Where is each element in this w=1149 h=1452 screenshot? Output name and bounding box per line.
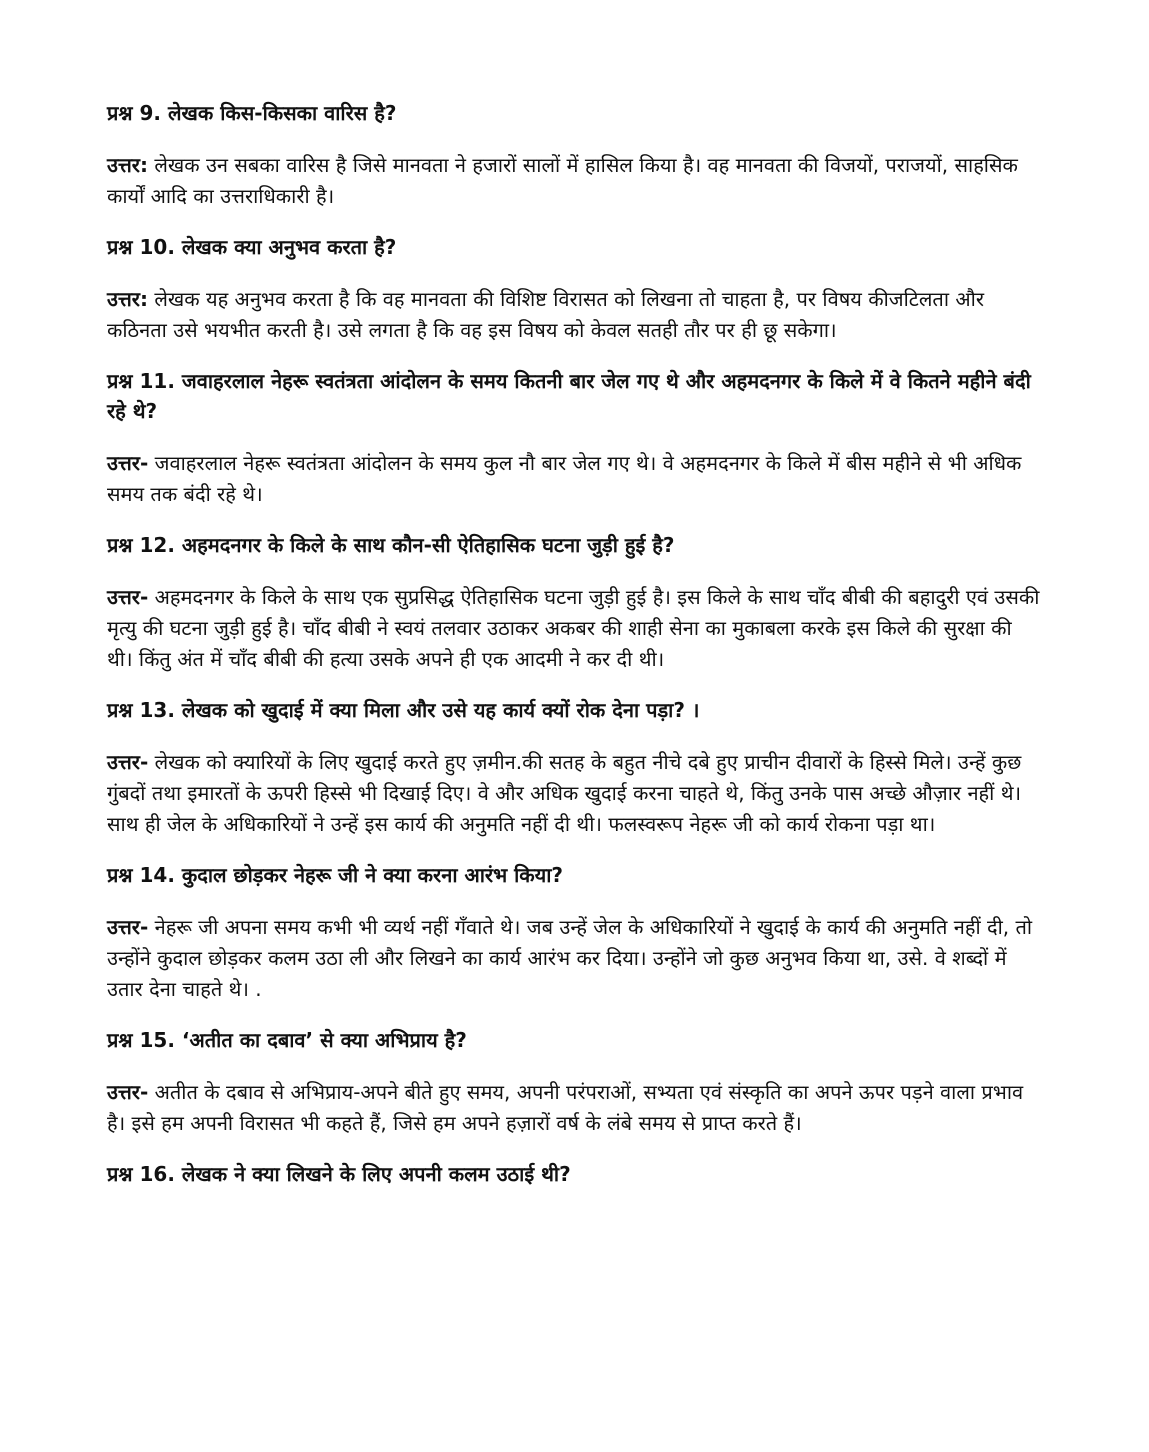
qa-item-14 (107, 860, 1042, 1005)
answer-text: जवाहरलाल नेहरू स्वतंत्रता आंदोलन के समय कुल नौ बार जेल गए थे। वे अहमदनगर के किले में बीस महीने से भी अधिक समय तक बंदी रहे थे। (107, 451, 1022, 506)
question-heading: प्रश्न 11. जवाहरलाल नेहरू स्वतंत्रता आंदोलन के समय कितनी बार जेल गए थे और अहमदनगर के किले में वे कितने महीने बंदी रहे थे? (107, 369, 1031, 423)
answer-text: लेखक यह अनुभव करता है कि वह मानवता की विशिष्ट विरासत को लिखना तो चाहता है, पर विषय कीजटिलता और कठिनता उसे भयभीत करती है। उसे लगता है कि वह इस विषय को केवल सतही तौर पर ही छू सकेगा। (107, 287, 984, 342)
answer-text: लेखक को क्यारियों के लिए खुदाई करते हुए ज़मीन.की सतह के बहुत नीचे दबे हुए प्राचीन दीवारों के हिस्से मिले। उन्हें कुछ गुंबदों तथा इमारतों के ऊपरी हिस्से भी दिखाई दिए। वे और अधिक खुदाई करना चाहते थे, किंतु उनके पास अच्छे औज़ार नहीं थे। साथ ही जेल के अधिकारियों ने उन्हें इस कार्य की अनुमति नहीं दी थी। फलस्वरूप नेहरू जी को कार्य रोकना पड़ा था। (107, 750, 1022, 836)
qa-item-11 (107, 366, 1042, 510)
answer-label: उत्तर- (107, 1080, 149, 1104)
qa-item-12 (107, 530, 1042, 675)
answer-text: अतीत के दबाव से अभिप्राय-अपने बीते हुए समय, अपनी परंपराओं, सभ्यता एवं संस्कृति का अपने ऊपर पड़ने वाला प्रभाव है। इसे हम अपनी विरासत भी कहते हैं, जिसे हम अपने हज़ारों वर्ष के लंबे समय से प्राप्त करते हैं। (107, 1080, 1024, 1135)
qa-item-15 (107, 1025, 1042, 1139)
answer-label: उत्तर- (107, 750, 149, 774)
question-heading: प्रश्न 15. ‘अतीत का दबाव’ से क्या अभिप्राय है? (107, 1028, 467, 1052)
document-page (107, 98, 1042, 1211)
question-heading: प्रश्न 9. लेखक किस-किसका वारिस है? (107, 101, 397, 125)
answer-paragraph (107, 912, 1042, 1005)
question-heading: प्रश्न 13. लेखक को खुदाई में क्या मिला और उसे यह कार्य क्यों रोक देना पड़ा? । (107, 698, 700, 722)
qa-item-16 (107, 1159, 1042, 1189)
answer-label: उत्तर- (107, 585, 149, 609)
answer-label: उत्तर: (107, 287, 148, 311)
answer-paragraph (107, 284, 1042, 346)
cut-off-text-line (107, 1436, 1042, 1444)
answer-label: उत्तर- (107, 915, 149, 939)
answer-paragraph (107, 448, 1042, 510)
answer-text: लेखक उन सबका वारिस है जिसे मानवता ने हजारों सालों में हासिल किया है। वह मानवता की विजयों, पराजयों, साहसिक कार्यों आदि का उत्तराधिकारी है। (107, 153, 1018, 208)
qa-item-9 (107, 98, 1042, 212)
question-heading: प्रश्न 10. लेखक क्या अनुभव करता है? (107, 235, 397, 259)
qa-item-13 (107, 695, 1042, 840)
answer-paragraph (107, 747, 1042, 840)
answer-text: अहमदनगर के किले के साथ एक सुप्रसिद्ध ऐतिहासिक घटना जुड़ी हुई है। इस किले के साथ चाँद बीबी की बहादुरी एवं उसकी मृत्यु की घटना जुड़ी हुई है। चाँद बीबी ने स्वयं तलवार उठाकर अकबर की शाही सेना का मुकाबला करके इस किले की सुरक्षा की थी। किंतु अंत में चाँद बीबी की हत्या उसके अपने ही एक आदमी ने कर दी थी। (107, 585, 1040, 671)
answer-paragraph (107, 582, 1042, 675)
question-heading: प्रश्न 16. लेखक ने क्या लिखने के लिए अपनी कलम उठाई थी? (107, 1162, 571, 1186)
answer-paragraph (107, 150, 1042, 212)
qa-item-10 (107, 232, 1042, 346)
answer-paragraph (107, 1077, 1042, 1139)
question-heading: प्रश्न 12. अहमदनगर के किले के साथ कौन-सी ऐतिहासिक घटना जुड़ी हुई है? (107, 533, 675, 557)
answer-label: उत्तर- (107, 451, 149, 475)
answer-label: उत्तर: (107, 153, 148, 177)
question-heading: प्रश्न 14. कुदाल छोड़कर नेहरू जी ने क्या करना आरंभ किया? (107, 863, 564, 887)
answer-text: नेहरू जी अपना समय कभी भी व्यर्थ नहीं गँवाते थे। जब उन्हें जेल के अधिकारियों ने खुदाई के कार्य की अनुमति नहीं दी, तो उन्होंने कुदाल छोड़कर कलम उठा ली और लिखने का कार्य आरंभ कर दिया। उन्होंने जो कुछ अनुभव किया था, उसे. वे शब्दों में उतार देना चाहते थे। . (107, 915, 1033, 1001)
